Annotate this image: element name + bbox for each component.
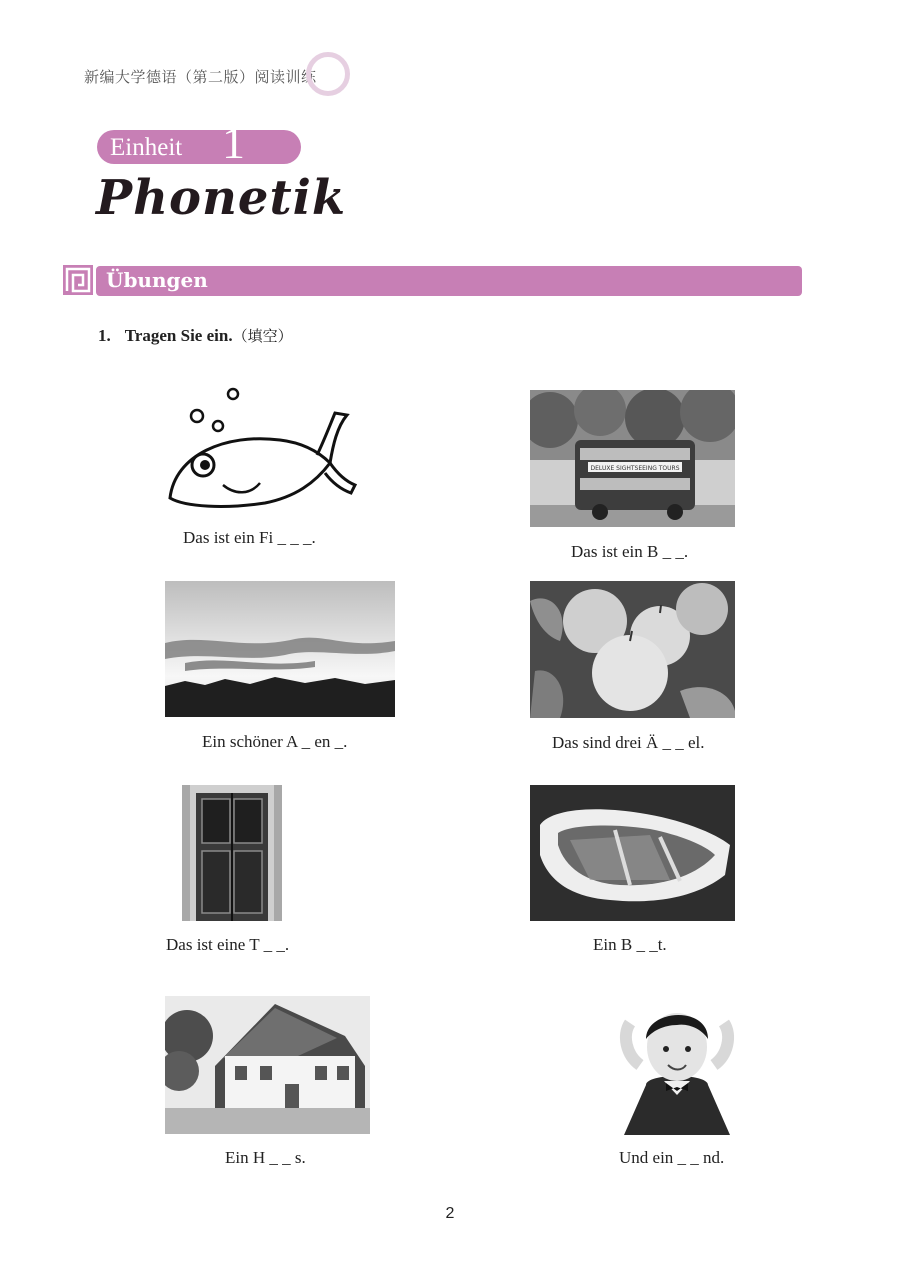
- unit-number: 1: [222, 117, 245, 168]
- page-number: 2: [445, 1205, 455, 1222]
- caption-boat: Ein B _ _t.: [593, 935, 667, 954]
- book-title: 新编大学德语（第二版）阅读训练: [84, 68, 317, 86]
- caption-bus: Das ist ein B _ _.: [571, 542, 689, 561]
- child-photo: [618, 995, 736, 1135]
- greek-key-icon: [63, 265, 93, 295]
- door-photo: [182, 785, 282, 921]
- fish-drawing: [165, 385, 360, 515]
- header-ring-decoration: [306, 52, 350, 96]
- evening-sky-photo: [165, 581, 395, 717]
- boat-photo: [530, 785, 735, 921]
- exercise-number: 1.: [98, 326, 111, 345]
- caption-apples: Das sind drei Ä _ _ el.: [552, 733, 705, 752]
- instruction-zh: （填空）: [232, 327, 293, 345]
- caption-door: Das ist eine T _ _.: [166, 935, 290, 954]
- caption-child: Und ein _ _ nd.: [619, 1148, 725, 1167]
- caption-fish: Das ist ein Fi _ _ _.: [183, 528, 316, 547]
- exercise-instruction: [98, 325, 293, 346]
- section-title: Übungen: [106, 268, 208, 292]
- house-photo: [165, 996, 370, 1134]
- unit-label: Einheit: [110, 134, 183, 161]
- caption-house: Ein H _ _ s.: [225, 1148, 306, 1167]
- instruction-text: Tragen Sie ein.: [124, 326, 233, 345]
- bus-photo: [530, 390, 735, 527]
- caption-evening: Ein schöner A _ en _.: [202, 732, 348, 751]
- apples-photo: [530, 581, 735, 718]
- unit-title: Phonetik: [96, 170, 347, 226]
- bus-sign-text: DELUXE SIGHTSEEING TOURS: [590, 465, 680, 472]
